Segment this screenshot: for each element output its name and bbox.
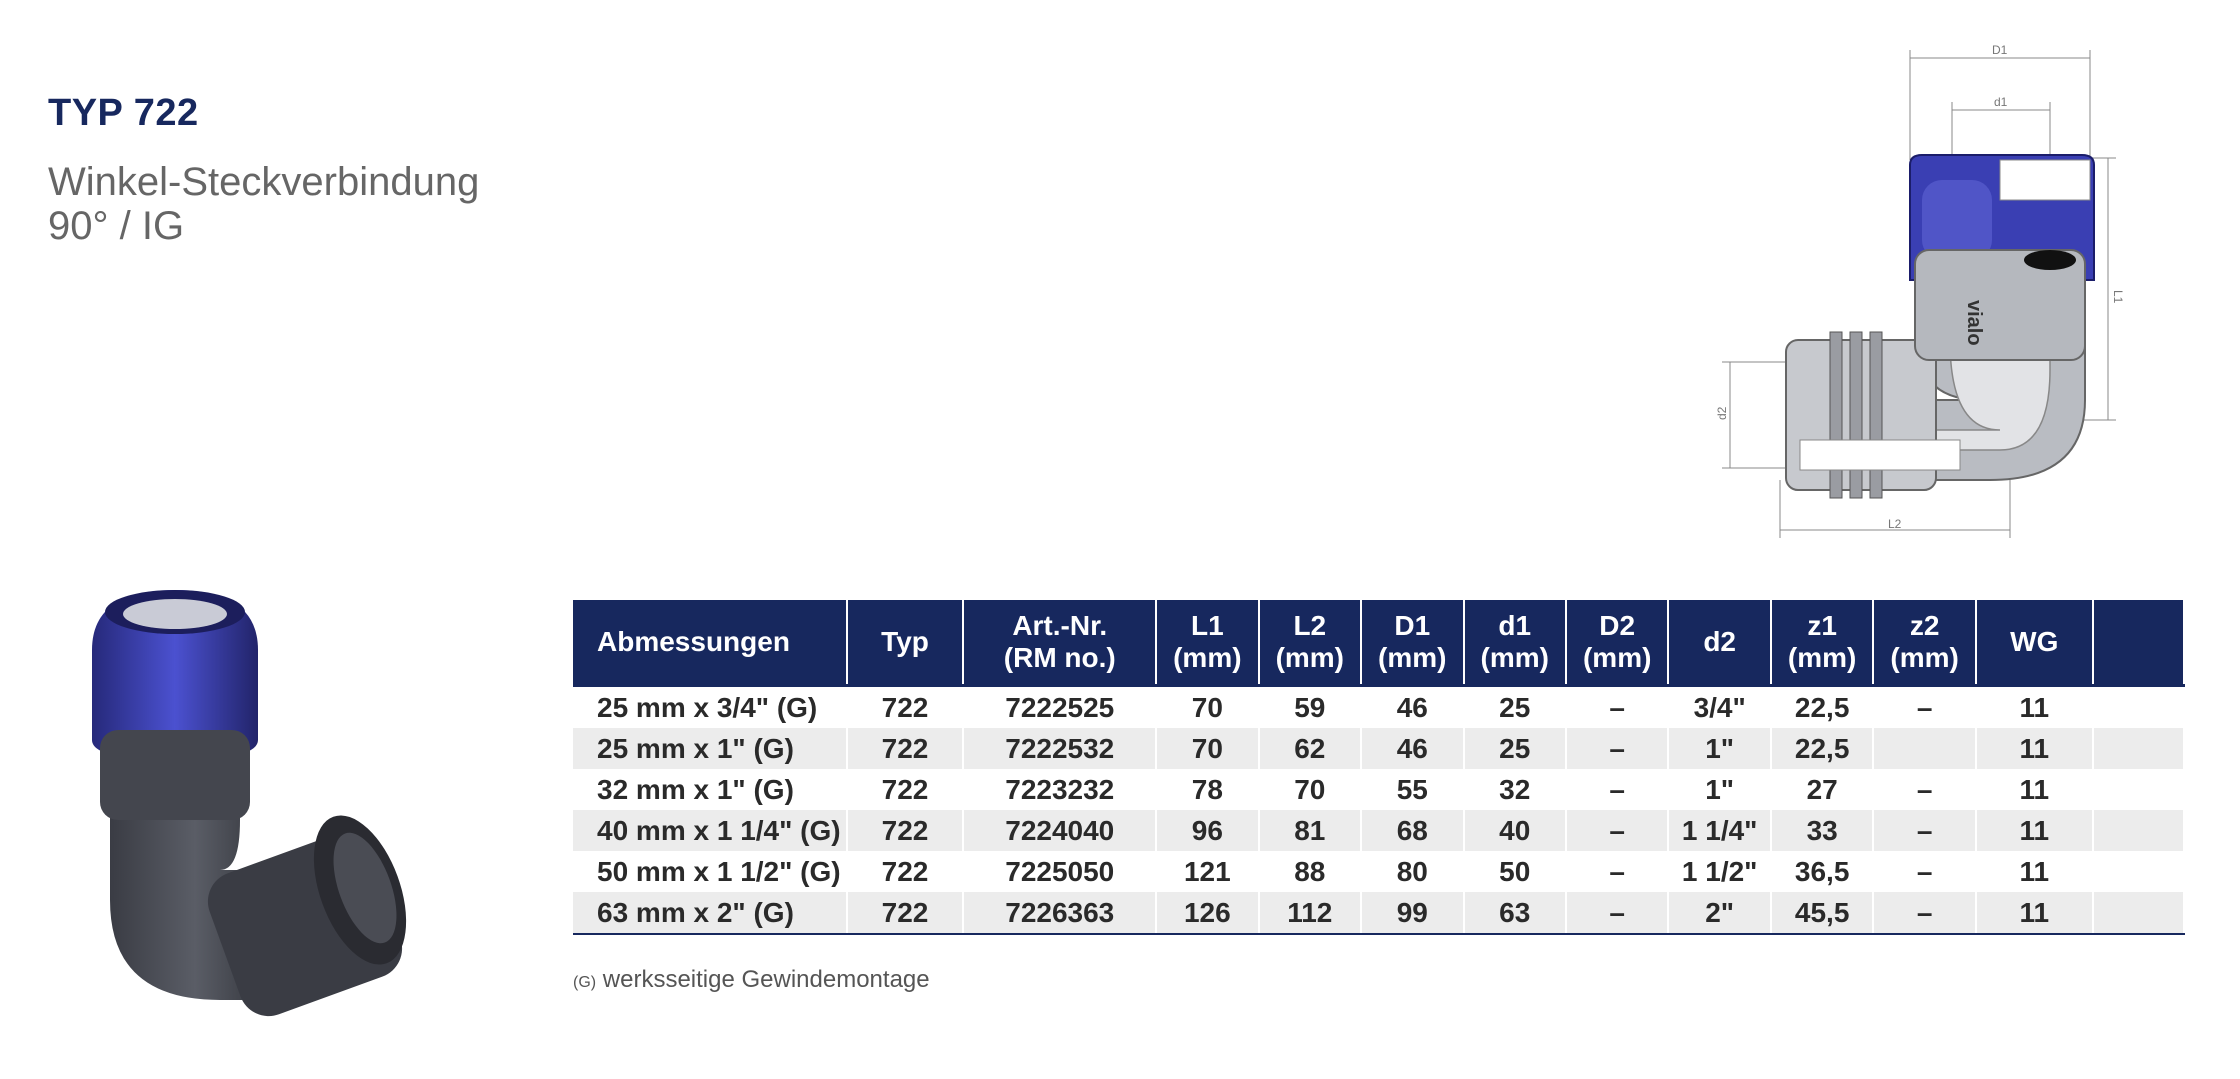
table-cell: 99 <box>1361 892 1463 934</box>
table-cell: 1 1/4" <box>1668 810 1770 851</box>
header-z1: z1 (mm) <box>1771 600 1873 686</box>
table-cell: 81 <box>1259 810 1361 851</box>
table-cell: 63 <box>1464 892 1566 934</box>
table-cell: 11 <box>1976 686 2093 729</box>
table-cell: 11 <box>1976 810 2093 851</box>
table-cell <box>2093 851 2184 892</box>
table-cell: 40 mm x 1 1/4" (G) <box>573 810 847 851</box>
subtitle-line-1: Winkel-Steckverbindung <box>48 160 480 204</box>
header-typ: Typ <box>847 600 964 686</box>
table-cell: 55 <box>1361 769 1463 810</box>
header-l1: L1 (mm) <box>1156 600 1258 686</box>
table-cell: 96 <box>1156 810 1258 851</box>
table-cell: – <box>1566 686 1668 729</box>
table-cell: 11 <box>1976 851 2093 892</box>
table-cell: 11 <box>1976 769 2093 810</box>
table-cell <box>1873 728 1975 769</box>
table-cell: 27 <box>1771 769 1873 810</box>
table-cell: 11 <box>1976 892 2093 934</box>
table-cell: 1 1/2" <box>1668 851 1770 892</box>
table-cell: – <box>1566 851 1668 892</box>
table-cell: 78 <box>1156 769 1258 810</box>
header-abmessungen: Abmessungen <box>573 600 847 686</box>
table-cell: 3/4" <box>1668 686 1770 729</box>
table-cell: 11 <box>1976 728 2093 769</box>
table-row <box>573 769 2184 810</box>
header-l2: L2 (mm) <box>1259 600 1361 686</box>
table-cell: 59 <box>1259 686 1361 729</box>
table-cell: 80 <box>1361 851 1463 892</box>
table-cell: – <box>1873 851 1975 892</box>
product-photo <box>70 570 430 1020</box>
table-cell: 7223232 <box>963 769 1156 810</box>
table-cell: 722 <box>847 892 964 934</box>
table-cell: 1" <box>1668 728 1770 769</box>
subtitle-line-2: 90° / IG <box>48 204 185 248</box>
table-cell: 62 <box>1259 728 1361 769</box>
table-cell: 25 mm x 3/4" (G) <box>573 686 847 729</box>
table-cell: 70 <box>1259 769 1361 810</box>
table-cell: 46 <box>1361 728 1463 769</box>
table-row <box>573 686 2184 729</box>
table-row <box>573 810 2184 851</box>
table-cell: 45,5 <box>1771 892 1873 934</box>
table-cell <box>2093 892 2184 934</box>
table-cell: 70 <box>1156 728 1258 769</box>
product-type-title: TYP 722 <box>48 92 199 134</box>
table-cell: 7222525 <box>963 686 1156 729</box>
table-cell: 7226363 <box>963 892 1156 934</box>
brand-mark: vialo <box>1963 300 1985 346</box>
table-cell: 2" <box>1668 892 1770 934</box>
table-cell: 722 <box>847 769 964 810</box>
dim-L1-label: L1 <box>2111 290 2125 304</box>
table-cell: 126 <box>1156 892 1258 934</box>
header-empty <box>2093 600 2184 686</box>
table-cell: – <box>1873 686 1975 729</box>
table-cell: 121 <box>1156 851 1258 892</box>
table-cell: 88 <box>1259 851 1361 892</box>
table-cell: 32 <box>1464 769 1566 810</box>
table-cell <box>2093 769 2184 810</box>
table-cell: 722 <box>847 851 964 892</box>
table-cell: 1" <box>1668 769 1770 810</box>
table-cell <box>2093 686 2184 729</box>
table-cell: – <box>1566 769 1668 810</box>
table-cell: 25 mm x 1" (G) <box>573 728 847 769</box>
dim-d2-label: d2 <box>1715 406 1729 420</box>
table-cell: 46 <box>1361 686 1463 729</box>
table-row <box>573 851 2184 892</box>
footnote <box>573 966 930 994</box>
technical-drawing <box>1690 40 2190 540</box>
footnote-text: werksseitige Gewindemontage <box>602 966 930 993</box>
table-row <box>573 892 2184 934</box>
table-cell: – <box>1873 769 1975 810</box>
table-cell: 68 <box>1361 810 1463 851</box>
table-cell: 50 mm x 1 1/2" (G) <box>573 851 847 892</box>
table-cell: 722 <box>847 810 964 851</box>
table-cell: 112 <box>1259 892 1361 934</box>
table-cell <box>2093 728 2184 769</box>
table-cell: 33 <box>1771 810 1873 851</box>
dim-L2-label: L2 <box>1888 517 1902 531</box>
table-cell: 50 <box>1464 851 1566 892</box>
table-cell: 722 <box>847 728 964 769</box>
header-d2-upper: D2 (mm) <box>1566 600 1668 686</box>
table-cell: – <box>1566 892 1668 934</box>
table-cell: 40 <box>1464 810 1566 851</box>
header-wg: WG <box>1976 600 2093 686</box>
table-cell: 70 <box>1156 686 1258 729</box>
table-header-row <box>573 600 2184 686</box>
table-row <box>573 728 2184 769</box>
table-cell: 25 <box>1464 686 1566 729</box>
table-cell: – <box>1566 810 1668 851</box>
footnote-marker: (G) <box>573 974 597 991</box>
table-cell: 36,5 <box>1771 851 1873 892</box>
table-cell: 7222532 <box>963 728 1156 769</box>
header-d1-lower: d1 (mm) <box>1464 600 1566 686</box>
header-art-nr: Art.-Nr. (RM no.) <box>963 600 1156 686</box>
dim-d1-label: d1 <box>1994 95 2008 109</box>
table-cell: 63 mm x 2" (G) <box>573 892 847 934</box>
table-cell: 722 <box>847 686 964 729</box>
table-cell <box>2093 810 2184 851</box>
product-subtitle <box>48 160 479 248</box>
dim-D1-label: D1 <box>1992 43 2008 57</box>
table-cell: – <box>1566 728 1668 769</box>
header-d1-upper: D1 (mm) <box>1361 600 1463 686</box>
table-cell: 25 <box>1464 728 1566 769</box>
header-z2: z2 (mm) <box>1873 600 1975 686</box>
dimension-table <box>573 600 2185 935</box>
table-cell: 22,5 <box>1771 728 1873 769</box>
table-cell: 32 mm x 1" (G) <box>573 769 847 810</box>
table-cell: 22,5 <box>1771 686 1873 729</box>
table-cell: – <box>1873 810 1975 851</box>
header-d2-lower: d2 <box>1668 600 1770 686</box>
table-cell: 7224040 <box>963 810 1156 851</box>
table-cell: – <box>1873 892 1975 934</box>
table-cell: 7225050 <box>963 851 1156 892</box>
